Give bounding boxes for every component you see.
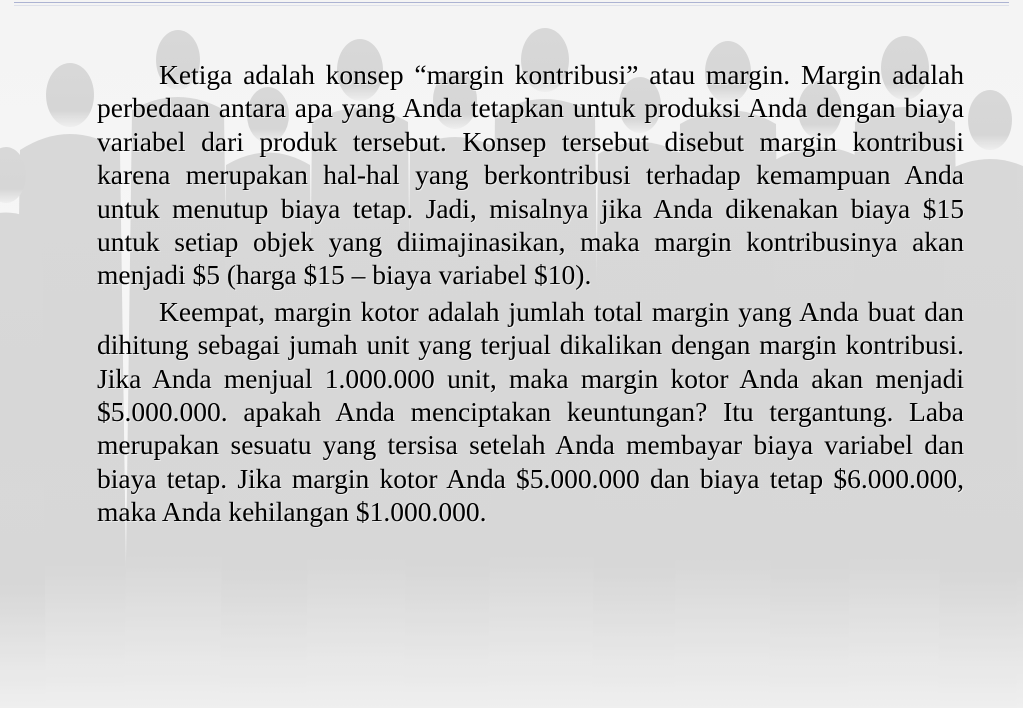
paragraph-contribution-margin: Ketiga adalah konsep “margin kontribusi” atau margin. Margin adalah perbedaan antara apa yang Anda tetapkan untuk produksi Anda dengan biaya variabel dari produk tersebut. Konsep tersebut disebut margin kontribusi karena merupakan hal-hal yang berkontribusi terhadap kemampuan Anda untuk menutup biaya tetap. Jadi, misalnya jika Anda dikenakan biaya $15 untuk setiap objek yang diimajinasikan, maka margin kontribusinya akan menjadi $5 (harga $15 – biaya variabel $10). <box>97 59 964 291</box>
paragraph-gross-margin: Keempat, margin kotor adalah jumlah total margin yang Anda buat dan dihitung sebagai jumah unit yang terjual dikalikan dengan margin kontribusi. Jika Anda menjual 1.000.000 unit, maka margin kotor Anda akan menjadi $5.000.000. apakah Anda menciptakan keuntungan? Itu tergantung. Laba merupakan sesuatu yang tersisa setelah Anda membayar biaya variabel dan biaya tetap. Jika margin kotor Anda $5.000.000 dan biaya tetap $6.000.000, maka Anda kehilangan $1.000.000. <box>97 295 964 528</box>
body-text <box>97 58 964 529</box>
